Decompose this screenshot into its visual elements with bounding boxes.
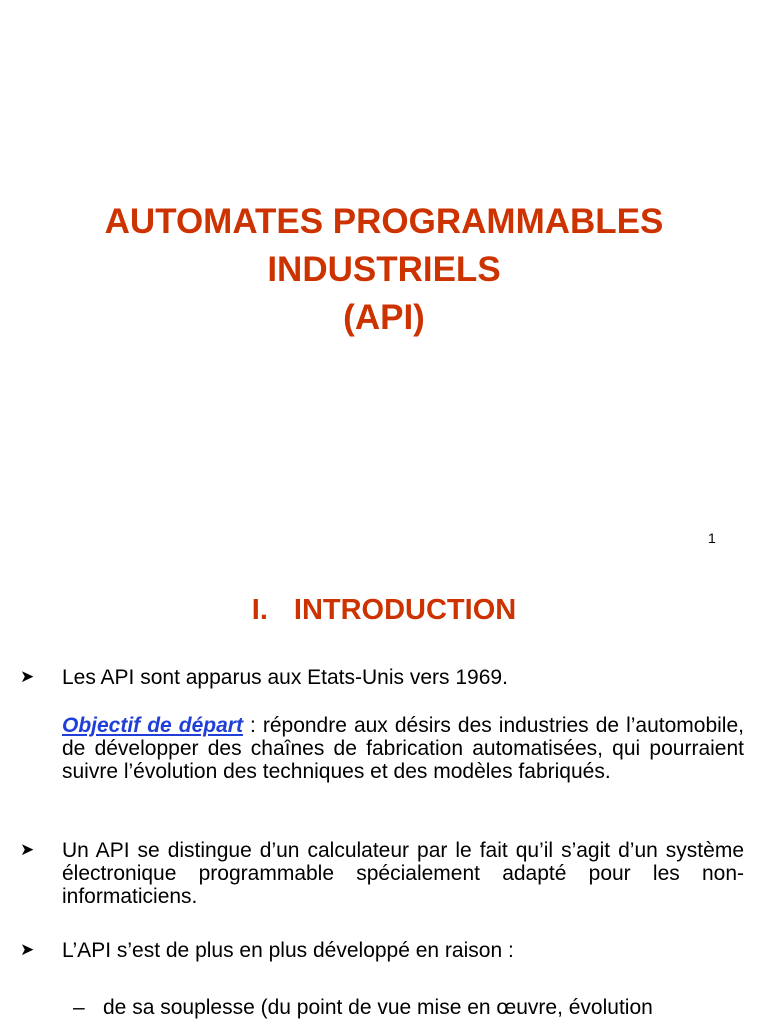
introduction-slide bbox=[0, 560, 768, 1024]
bullet-text-2: Un API se distingue d’un calculateur par le fait qu’il s’agit d’un système électronique programmable spécialement adapté pour les non-informaticiens. bbox=[62, 839, 744, 908]
arrowhead-bullet-icon: ➤ bbox=[20, 840, 35, 859]
sub-item-dash: – bbox=[73, 996, 85, 1019]
sub-item-text: de sa souplesse (du point de vue mise en œuvre, évolution bbox=[103, 996, 653, 1019]
objective-paragraph bbox=[62, 714, 744, 783]
objective-text: : répondre aux désirs des industries de l’automobile, de développer des chaînes de fabrication automatisées, qui pourraient suivre l’évolution des techniques et des modèles fabriqués. bbox=[62, 714, 744, 783]
arrowhead-bullet-icon: ➤ bbox=[20, 940, 35, 959]
section-number: I. bbox=[251, 594, 268, 626]
arrowhead-bullet-icon: ➤ bbox=[20, 667, 35, 686]
title-line-3: (API) bbox=[343, 298, 425, 337]
section-title: INTRODUCTION bbox=[293, 594, 517, 626]
objective-label: Objectif de départ bbox=[62, 714, 243, 737]
presentation-title bbox=[0, 198, 768, 342]
page-number: 1 bbox=[708, 530, 716, 546]
title-line-2: INDUSTRIELS bbox=[267, 250, 501, 289]
title-line-1: AUTOMATES PROGRAMMABLES bbox=[104, 202, 664, 241]
section-heading bbox=[0, 593, 768, 627]
bullet-text-3: L’API s’est de plus en plus développé en raison : bbox=[62, 939, 514, 962]
bullet-text-1: Les API sont apparus aux Etats-Unis vers 1969. bbox=[62, 666, 508, 689]
